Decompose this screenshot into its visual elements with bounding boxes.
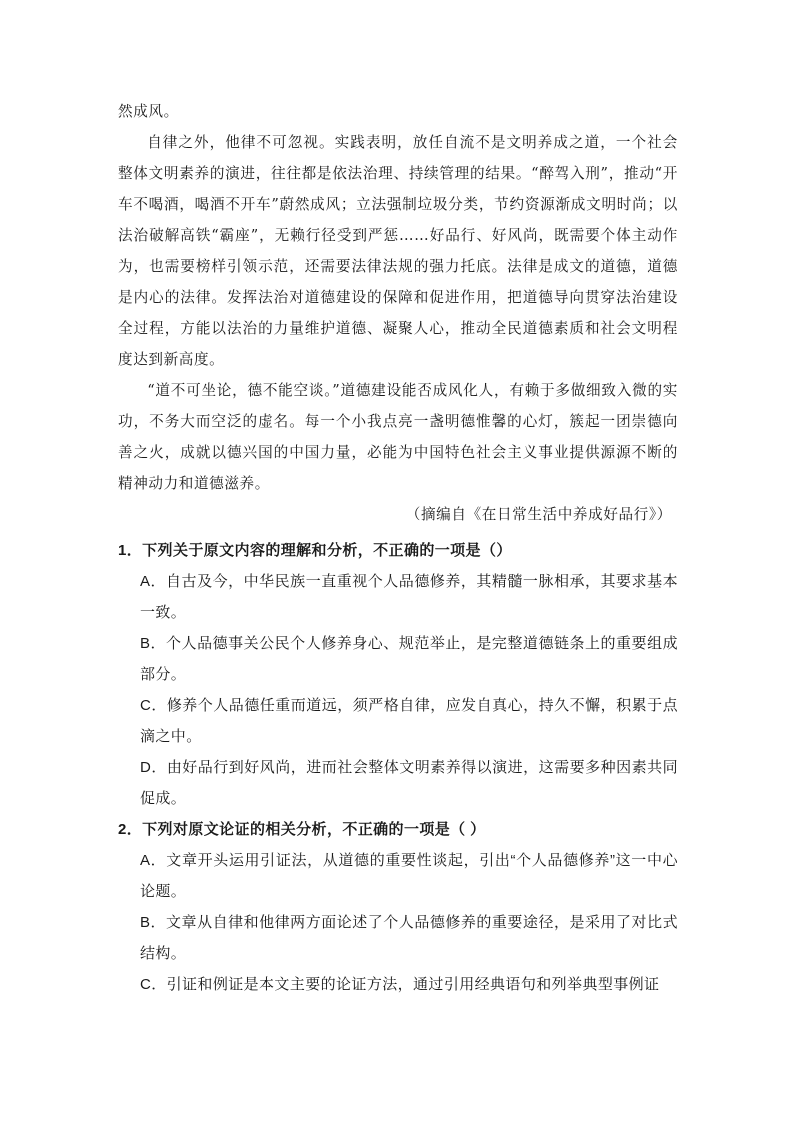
- question-2-option-b: B．文章从自律和他律两方面论述了个人品德修养的重要途径，是采用了对比式结构。: [140, 914, 678, 962]
- passage-paragraph-1: 然成风。: [118, 103, 179, 120]
- passage-paragraph-2: 自律之外，他律不可忽视。实践表明，放任自流不是文明养成之道，一个社会整体文明素养的演进，往往都是依法治理、持续管理的结果。“醉驾入刑”，推动“开车不喝酒，喝酒不开车”蔚然成风；立法强制垃圾分类，节约资源渐成文明时尚；以法治破解高铁“霸座”，无赖行径受到严惩……好品行、好风尚，既需要个体主动作为，也需要榜样引领示范，还需要法律法规的强力托底。法律是成文的道德，道德是内心的法律。发挥法治对道德建设的保障和促进作用，把道德导向贯穿法治建设全过程，方能以法治的力量维护道德、凝聚人心，推动全民道德素质和社会文明程度达到新高度。: [118, 134, 678, 368]
- passage-source: （摘编自《在日常生活中养成好品行》）: [405, 506, 672, 523]
- question-2-stem: 2．下列对原文论证的相关分析，不正确的一项是（ ）: [118, 821, 486, 838]
- question-1-option-c: C．修养个人品德任重而道远，须严格自律，应发自真心，持久不懈，积累于点滴之中。: [140, 697, 678, 745]
- question-1: [118, 535, 678, 814]
- question-2-option-a: A．文章开头运用引证法，从道德的重要性谈起，引出“个人品德修养”这一中心论题。: [140, 852, 678, 900]
- question-1-stem: 1．下列关于原文内容的理解和分析，不正确的一项是（）: [118, 542, 512, 559]
- question-1-option-b: B．个人品德事关公民个人修养身心、规范举止，是完整道德链条上的重要组成部分。: [140, 635, 678, 683]
- question-1-option-d: D．由好品行到好风尚，进而社会整体文明素养得以演进，这需要多种因素共同促成。: [140, 759, 678, 807]
- question-1-option-a: A．自古及今，中华民族一直重视个人品德修养，其精髓一脉相承，其要求基本一致。: [140, 573, 678, 621]
- passage-paragraph-3: “道不可坐论，德不能空谈。”道德建设能否成风化人，有赖于多做细致入微的实功，不务大而空泛的虚名。每一个小我点亮一盏明德惟馨的心灯，簇起一团崇德向善之火，成就以德兴国的中国力量，必能为中国特色社会主义事业提供源源不断的精神动力和道德滋养。: [118, 382, 678, 492]
- question-list: [118, 535, 678, 1000]
- question-2: [118, 814, 678, 1000]
- question-2-option-c: C．引证和例证是本文主要的论证方法，通过引用经典语句和列举典型事例证: [140, 976, 660, 993]
- reading-passage: [118, 96, 678, 530]
